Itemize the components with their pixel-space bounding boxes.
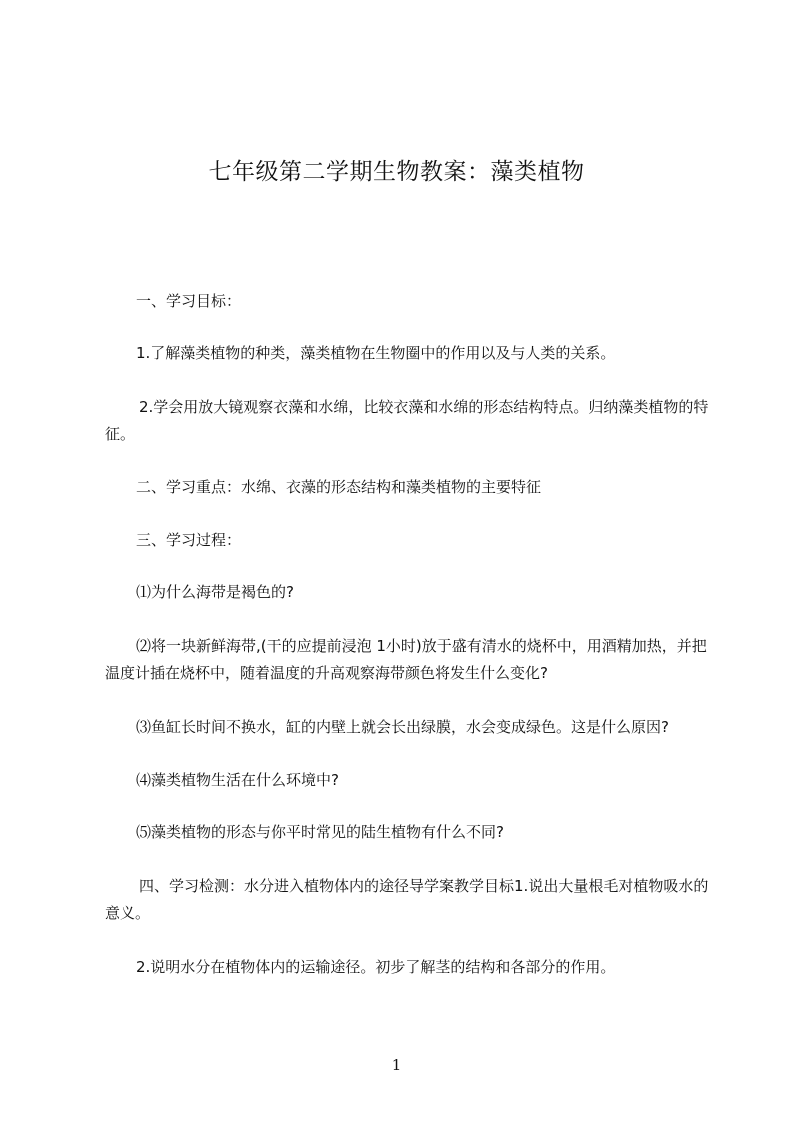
process-question-3: ⑶鱼缸长时间不换水，缸的内壁上就会长出绿膜，水会变成绿色。这是什么原因? <box>136 718 669 736</box>
process-question-4: ⑷藻类植物生活在什么环境中? <box>136 771 339 789</box>
objective-item-2: 2.学会用放大镜观察衣藻和水绵，比较衣藻和水绵的形态结构特点。归纳藻类植物的特征。 <box>105 398 709 443</box>
document-title: 七年级第二学期生物教案：藻类植物 <box>208 159 585 186</box>
objective-item-1: 1.了解藻类植物的种类，藻类植物在生物圈中的作用以及与人类的关系。 <box>136 344 616 362</box>
process-question-1: ⑴为什么海带是褐色的? <box>136 583 294 601</box>
process-question-5: ⑸藻类植物的形态与你平时常见的陆生植物有什么不同? <box>136 823 504 841</box>
page-number: 1 <box>391 1056 402 1074</box>
section-heading-assessment: 四、学习检测：水分进入植物体内的途径导学案教学目标1.说出大量根毛对植物吸水的意义。 <box>105 877 709 922</box>
section-heading-key-points: 二、学习重点：水绵、衣藻的形态结构和藻类植物的主要特征 <box>136 478 542 496</box>
section-heading-objectives: 一、学习目标： <box>136 292 242 310</box>
section-heading-process: 三、学习过程： <box>136 531 242 549</box>
assessment-item-2: 2.说明水分在植物体内的运输途径。初步了解茎的结构和各部分的作用。 <box>136 958 616 976</box>
process-question-2: ⑵将一块新鲜海带,(干的应提前浸泡 1小时)放于盛有清水的烧杯中，用酒精加热，并把温度计插在烧杯中，随着温度的升高观察海带颜色将发生什么变化? <box>105 637 707 682</box>
